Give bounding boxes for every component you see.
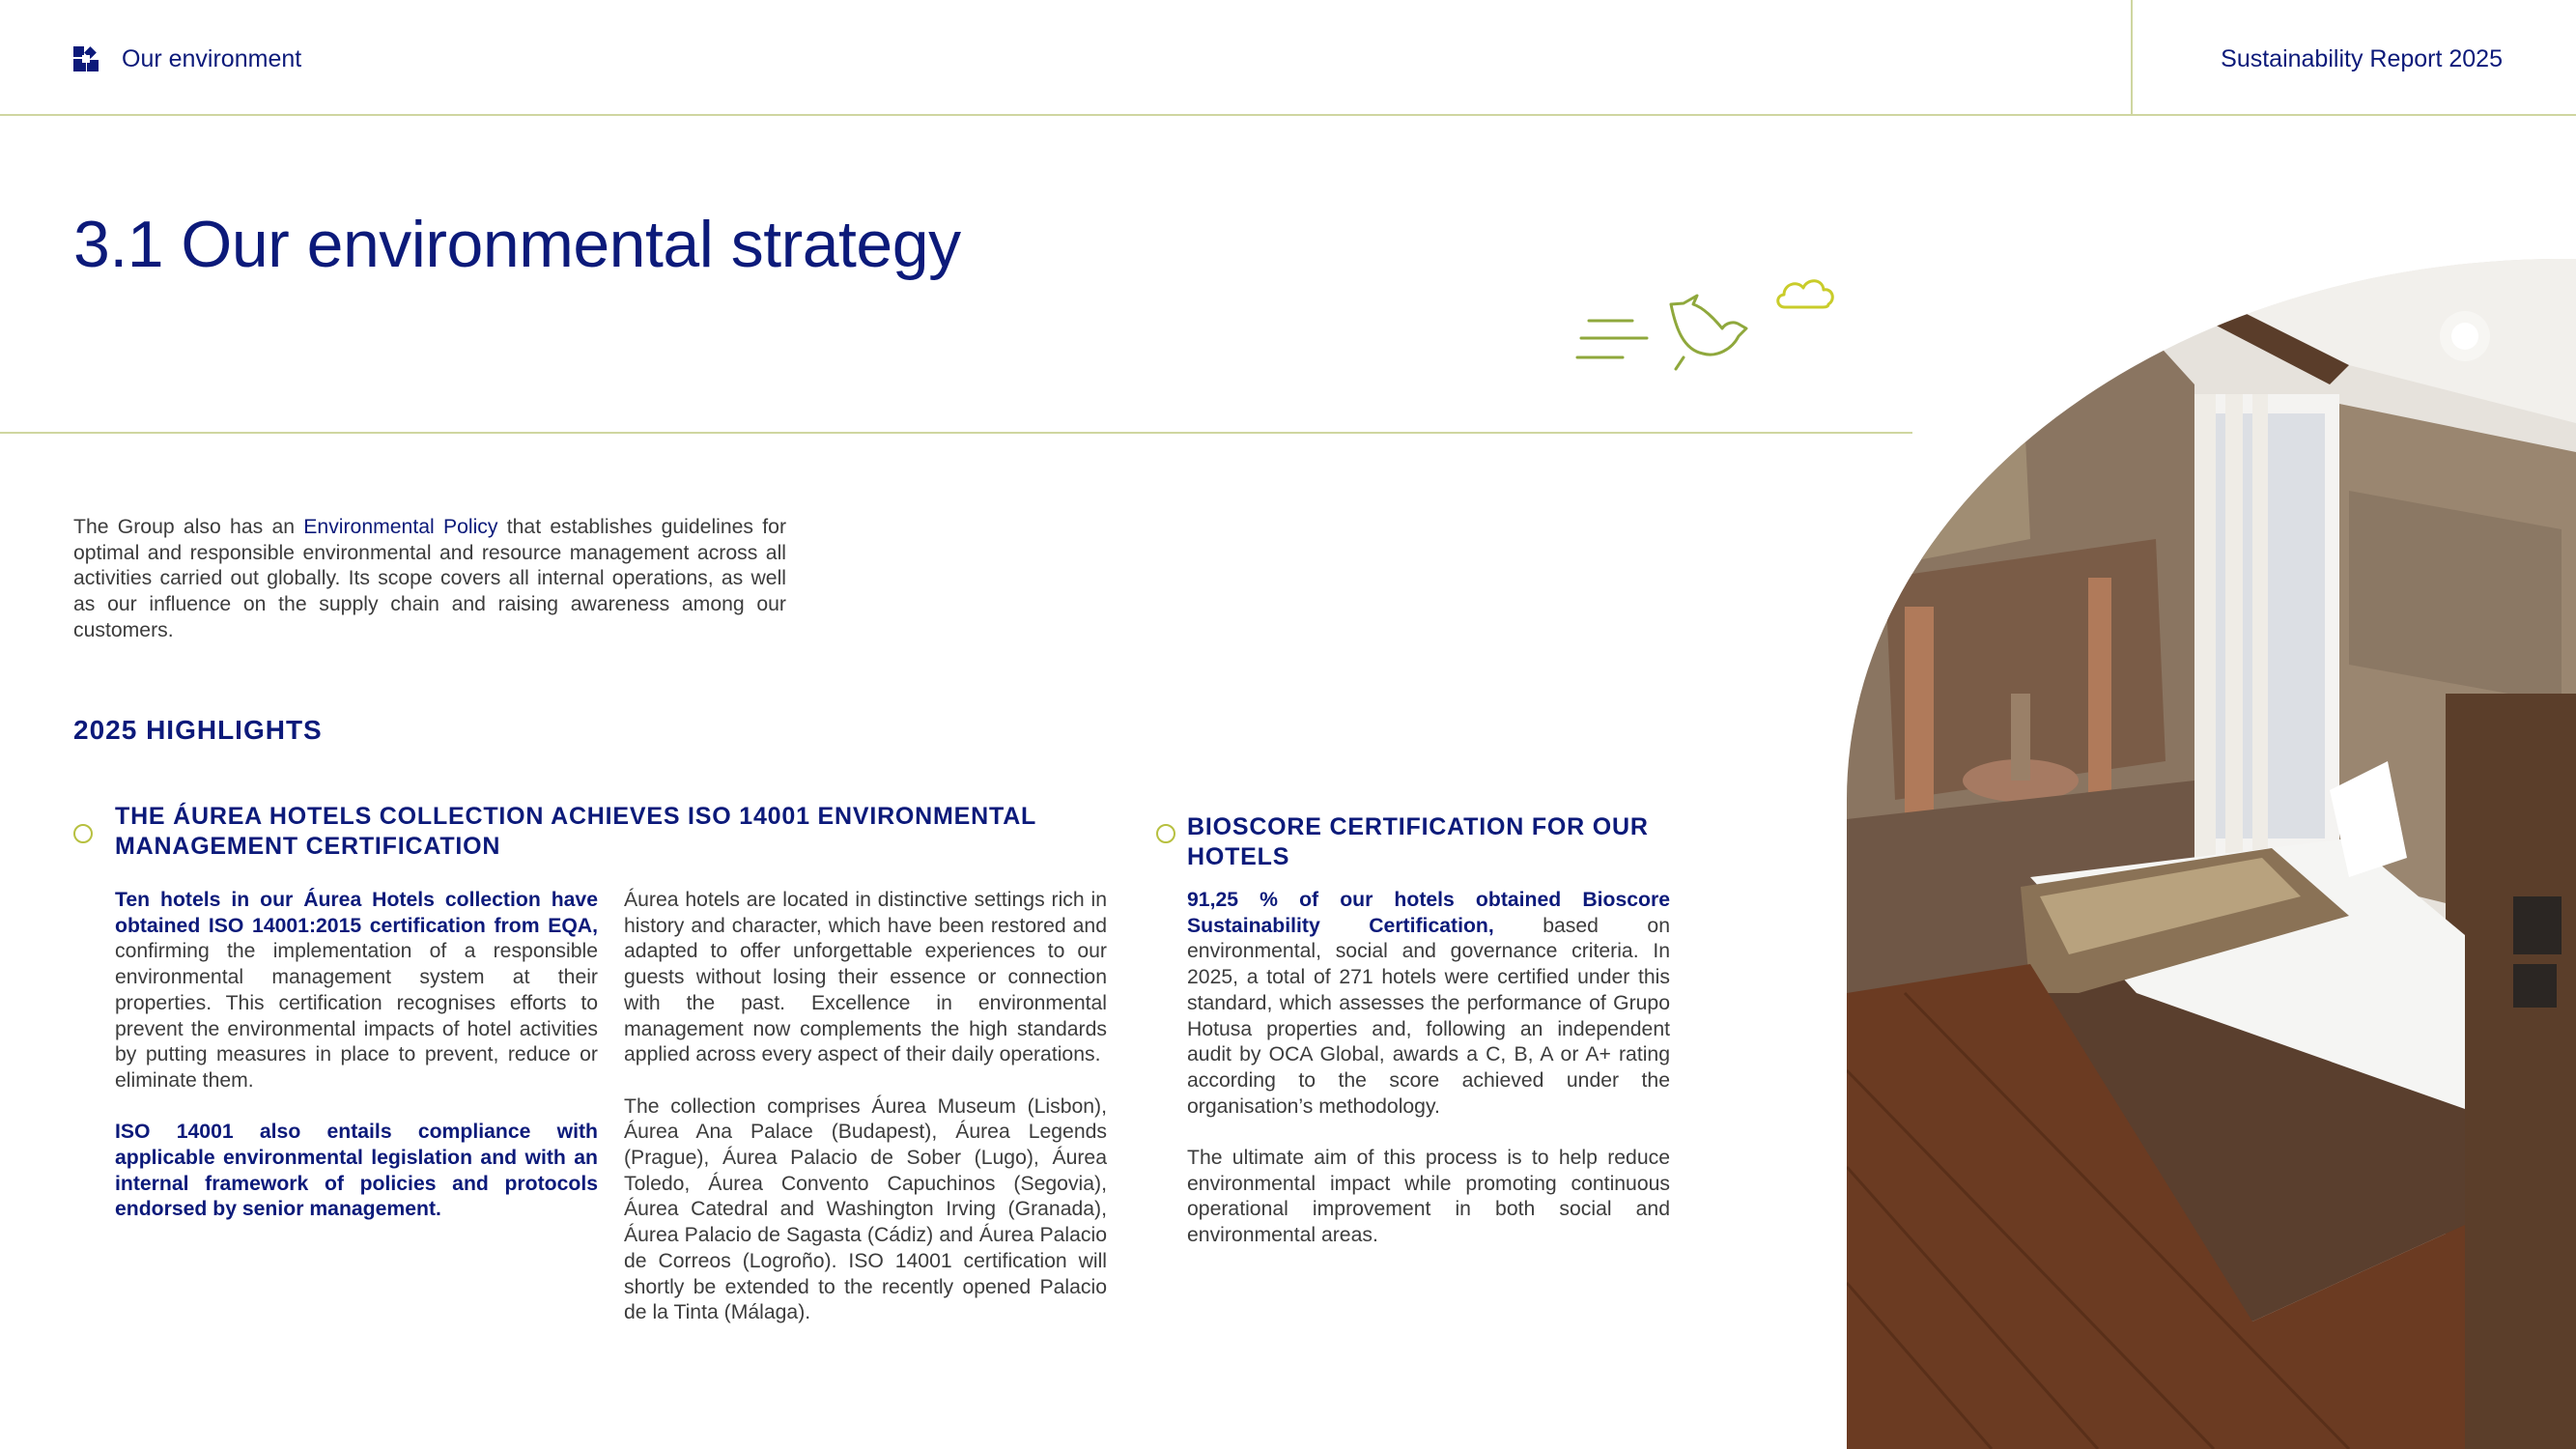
bioscore-lead-text: 91,25 % of our hotels obtained Bioscore Sustainability Certification, — [1187, 889, 1670, 937]
intro-paragraph — [73, 515, 786, 644]
bioscore-paragraph-1 — [1187, 888, 1670, 1120]
intro-text-end: that establishes guidelines for optimal and responsible environmental and resource management across all activities carried out globally. Its scope covers all internal operations, as well as our influence on the supply chain and raising awareness among our customers. — [73, 516, 787, 641]
bioscore-paragraph-2: The ultimate aim of this process is to help reduce environmental impact while promoting continuous operational improvement in both social and environmental areas. — [1187, 1147, 1670, 1247]
header-divider — [2131, 0, 2133, 116]
iso-highlight-heading: THE ÁUREA HOTELS COLLECTION ACHIEVES ISO 14001 ENVIRONMENTAL MANAGEMENT CERTIFICATION — [115, 803, 1036, 860]
bird-icon — [1671, 296, 1746, 355]
bird-illustration — [1570, 261, 1859, 386]
intro-text-start: The Group also has an — [73, 516, 304, 538]
highlight-bullet-icon — [73, 824, 93, 843]
cloud-icon — [1778, 281, 1833, 307]
iso-body-text: confirming the implementation of a responsible environmental management system at their properties. This certification recognises efforts to prevent the environmental impacts of hotel activities by putting measures in place to prevent, reduce or eliminate them. — [115, 940, 598, 1092]
page-title: 3.1 Our environmental strategy — [73, 208, 961, 281]
title-divider — [0, 432, 1912, 434]
bioscore-body-text: based on environmental, social and governance criteria. In 2025, a total of 271 hotels were certified under this standard, which assesses the performance of Grupo Hotusa properties and, following an independent audit by OCA Global, awards a C, B, A or A+ rating according to the score achieved under the organisation’s methodology. — [1187, 914, 1670, 1118]
iso-lead-text: Ten hotels in our Áurea Hotels collection have obtained ISO 14001:2015 certification from EQA, — [115, 889, 598, 937]
iso-paragraph-4: The collection comprises Áurea Museum (Lisbon), Áurea Ana Palace (Budapest), Áurea Legends (Prague), Áurea Palacio de Sober (Lugo), Áurea Toledo, Áurea Convento Capuchinos (Segovia), Áurea Catedral and Washington Irving (Granada), Áurea Palacio de Sagasta (Cádiz) and Áurea Palacio de Correos (Logroño). ISO 14001 certification will shortly be extended to the recently opened Palacio de la Tinta (Málaga). — [624, 1094, 1107, 1324]
highlight-bullet-icon — [1156, 824, 1175, 843]
highlights-heading: 2025 HIGHLIGHTS — [73, 715, 323, 745]
bioscore-column — [1187, 888, 1670, 1249]
bioscore-highlight-heading: BIOSCORE CERTIFICATION FOR OUR HOTELS — [1187, 813, 1649, 870]
iso-column-1 — [115, 888, 598, 1223]
report-title: Sustainability Report 2025 — [2221, 45, 2503, 72]
iso-paragraph-1 — [115, 888, 598, 1094]
section-name[interactable]: Our environment — [122, 45, 302, 72]
iso-column-2 — [624, 888, 1107, 1326]
hotel-room-photo — [1847, 259, 2576, 1449]
page-header — [0, 0, 2576, 116]
speed-lines-icon — [1577, 321, 1647, 357]
brand-logo-icon — [73, 46, 99, 71]
iso-paragraph-2: ISO 14001 also entails compliance with applicable environmental legislation and with an internal framework of policies and protocols endorsed by senior management. — [115, 1121, 598, 1221]
iso-paragraph-3: Áurea hotels are located in distinctive settings rich in history and character, which have been restored and adapted to offer unforgettable experiences to our guests without losing their essence or connection with the past. Excellence in environmental management now complements the high standards applied across every aspect of their daily operations. — [624, 889, 1107, 1066]
environmental-policy-link[interactable]: Environmental Policy — [303, 516, 498, 538]
